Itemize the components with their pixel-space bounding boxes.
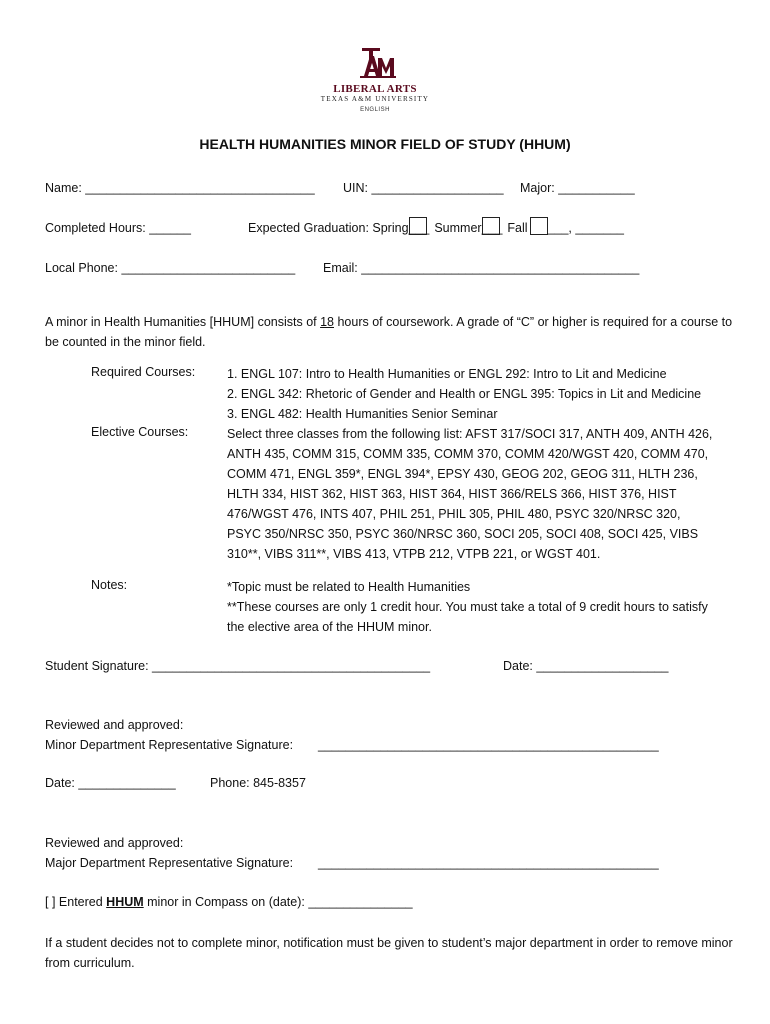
notes-text: [227, 577, 727, 637]
fall-label: Fall: [507, 221, 528, 235]
intro-paragraph: [45, 312, 735, 352]
major-field[interactable]: Major: ___________: [520, 181, 635, 195]
uin-field[interactable]: UIN: ___________________: [343, 181, 504, 195]
minor-date-field[interactable]: Date: ______________: [45, 776, 176, 790]
compass-date-field[interactable]: _______________: [308, 895, 413, 909]
compass-rest-text: minor in Compass on (date):: [143, 895, 309, 909]
intro-text-1: A minor in Health Humanities [HHUM] consists of: [45, 315, 321, 329]
compass-entered-text: Entered: [58, 895, 107, 909]
minor-rep-signature-field[interactable]: _________________________________________________: [318, 738, 659, 752]
fall-checkbox[interactable]: [530, 217, 548, 235]
student-signature-field[interactable]: Student Signature: ________________________________________: [45, 659, 431, 673]
required-courses-label: Required Courses:: [91, 365, 196, 379]
name-field[interactable]: Name: _________________________________: [45, 181, 315, 195]
notes-label: Notes:: [91, 578, 128, 592]
page-title: HEALTH HUMANITIES MINOR FIELD OF STUDY (HHUM): [199, 136, 571, 152]
required-course-1: 1. ENGL 107: Intro to Health Humanities or ENGL 292: Intro to Lit and Medicine: [227, 367, 667, 381]
intro-text-2: hours of coursework. A grade of “C” or higher is required for a course to be counted in the minor field.: [45, 315, 733, 349]
completed-hours-field[interactable]: Completed Hours: ______: [45, 221, 191, 235]
fall-blank[interactable]: ___, _______: [547, 221, 625, 235]
major-reviewed-label: Reviewed and approved:: [45, 836, 184, 850]
required-courses-list: [227, 364, 727, 424]
intro-hours: 18: [320, 315, 334, 329]
local-phone-field[interactable]: Local Phone: _________________________: [45, 261, 296, 275]
student-date-field[interactable]: Date: ___________________: [503, 659, 669, 673]
atm-logo-icon: [356, 46, 396, 80]
elective-courses-label: Elective Courses:: [91, 425, 189, 439]
spring-checkbox[interactable]: [409, 217, 427, 235]
texas-am-liberal-arts-logo: [300, 46, 450, 116]
note-2: **These courses are only 1 credit hour. You must take a total of 9 credit hours to satisfy the elective area of the HHUM minor.: [227, 600, 708, 634]
expected-graduation-label: Expected Graduation: Spring: [248, 221, 409, 235]
expected-graduation-field: [248, 215, 624, 241]
summer-blank: ___: [481, 221, 503, 235]
major-rep-signature-label: Major Department Representative Signature:: [45, 856, 294, 870]
minor-rep-signature-label: Minor Department Representative Signature:: [45, 738, 294, 752]
compass-hhum: HHUM: [106, 895, 144, 909]
compass-checkbox[interactable]: [ ]: [45, 895, 56, 909]
elective-courses-text: Select three classes from the following list: AFST 317/SOCI 317, ANTH 409, ANTH 426, ANTH 435, COMM 315, COMM 335, COMM 370, COMM 420/WGST 420, COMM 470, COMM 471, ENGL 359*, ENGL 394*, EPSY 430, GEOG 202, GEOG 311, HLTH 236, HLTH 334, HIST 362, HIST 363, HIST 364, HIST 366/RELS 366, HIST 376, HIST 476/WGST 476, INTS 407, PHIL 251, PHIL 305, PHIL 480, PSYC 320/NRSC 320, PSYC 350/NRSC 350, PSYC 360/NRSC 360, SOCI 205, SOCI 408, SOCI 425, VIBS 310**, VIBS 311**, VIBS 413, VTPB 212, VTPB 221, or WGST 401.: [227, 427, 713, 561]
logo-department: ENGLISH: [360, 107, 390, 113]
spring-blank: ___: [408, 221, 430, 235]
footer-note: If a student decides not to complete minor, notification must be given to student’s major department in order to remove minor from curriculum.: [45, 936, 733, 970]
required-course-2: 2. ENGL 342: Rhetoric of Gender and Health or ENGL 395: Topics in Lit and Medicine: [227, 387, 702, 401]
summer-label: Summer: [434, 221, 482, 235]
email-field[interactable]: Email: ________________________________________: [323, 261, 640, 275]
required-course-3: 3. ENGL 482: Health Humanities Senior Seminar: [227, 407, 498, 421]
compass-entry: [45, 895, 413, 909]
summer-checkbox[interactable]: [482, 217, 500, 235]
minor-reviewed-label: Reviewed and approved:: [45, 718, 184, 732]
logo-university: TEXAS A&M UNIVERSITY: [320, 95, 430, 103]
logo-liberal-arts: LIBERAL ARTS: [333, 83, 417, 95]
note-1: *Topic must be related to Health Humanities: [227, 580, 471, 594]
major-rep-signature-field[interactable]: _________________________________________________: [318, 856, 659, 870]
minor-phone: Phone: 845-8357: [210, 776, 306, 790]
